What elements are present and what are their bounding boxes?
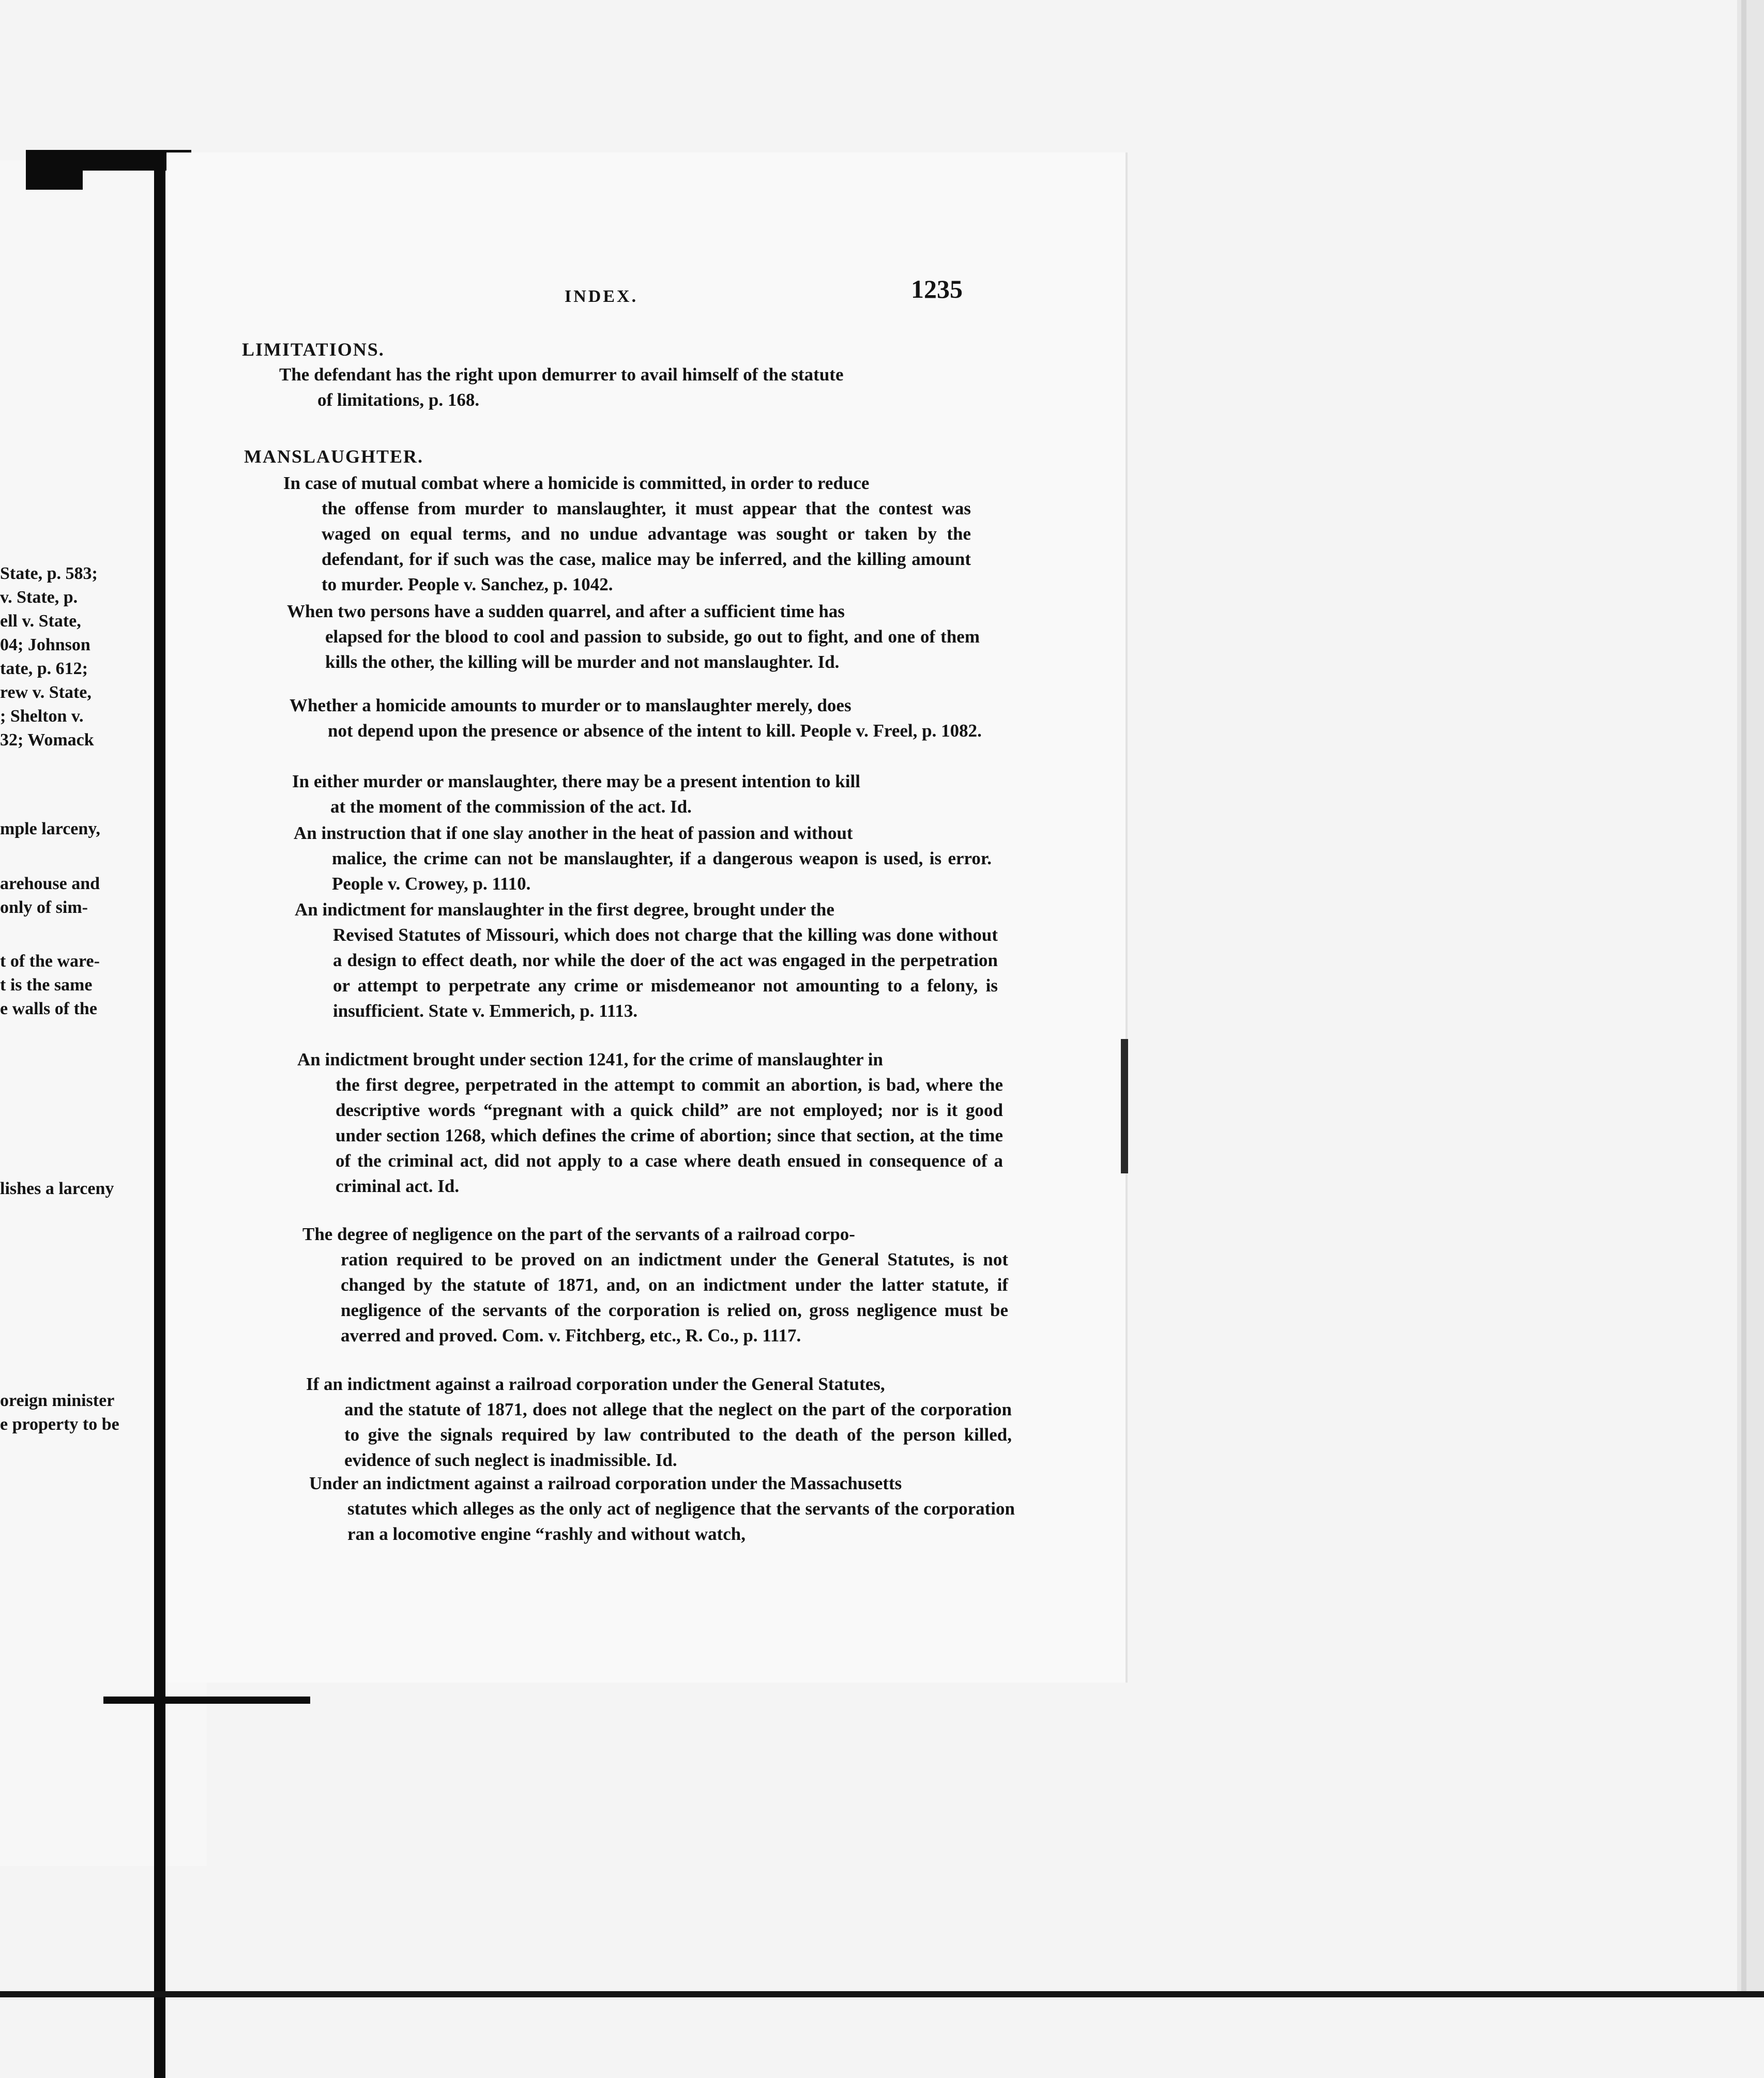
- left-page-line: t of the ware-: [0, 952, 100, 971]
- index-entry: [302, 1221, 1008, 1348]
- left-page-line: e walls of the: [0, 999, 97, 1018]
- entry-first-line: In either murder or manslaughter, there may be a present intention to kill: [292, 771, 860, 791]
- left-page-line: t is the same: [0, 975, 93, 995]
- index-entry: [306, 1371, 1012, 1473]
- gutter-shadow: [26, 166, 83, 190]
- entry-continuation: at the moment of the commission of the act. Id.: [330, 797, 692, 817]
- left-page-line: only of sim-: [0, 898, 88, 917]
- entry-first-line: An indictment brought under section 1241, for the crime of manslaughter in: [297, 1049, 883, 1069]
- left-page-line: arehouse and: [0, 874, 100, 893]
- entry-first-line: When two persons have a sudden quarrel, and after a sufficient time has: [287, 601, 845, 621]
- entry-first-line: The defendant has the right upon demurrer to avail himself of the statute: [279, 364, 844, 385]
- scan-bottom-border: [0, 1991, 1764, 1997]
- entry-continuation: malice, the crime can not be manslaughter, if a dangerous weapon is used, is error. People v. Crowey, p. 1110.: [332, 848, 992, 894]
- index-entry: [292, 769, 987, 819]
- page-edge-mark: [1121, 1039, 1128, 1173]
- entry-continuation: of limitations, p. 168.: [317, 390, 480, 410]
- entry-continuation: elapsed for the blood to cool and passion to subside, go out to fight, and one of them kills the other, the killing will be murder and not manslaughter. Id.: [325, 627, 980, 672]
- index-entry: [294, 820, 992, 896]
- gutter-shadow: [103, 1697, 310, 1704]
- left-page-line: rew v. State,: [0, 683, 92, 702]
- entry-continuation: and the statute of 1871, does not allege that the neglect on the part of the corporation to give the signals required by law contributed to the death of the person killed, evidence of such neglect is inadmissible. Id.: [344, 1399, 1012, 1470]
- section-heading: MANSLAUGHTER.: [244, 446, 424, 467]
- entry-continuation: not depend upon the presence or absence of the intent to kill. People v. Freel, p. 1082.: [328, 721, 982, 741]
- book-spine-shadow: [154, 155, 165, 2078]
- left-page-line: ell v. State,: [0, 612, 81, 631]
- entry-continuation: ration required to be proved on an indictment under the General Statutes, is not changed by the statute of 1871, and, on an indictment under the latter statute, if negligence of the servants of the corporation is relied on, gross negligence must be averred and proved. Com. v. Fitchberg, etc., R. Co., p. 1117.: [341, 1249, 1008, 1346]
- left-page-line: oreign minister: [0, 1391, 115, 1410]
- entry-continuation: statutes which alleges as the only act of negligence that the servants of the corporation ran a locomotive engine “rashly and without watch,: [347, 1499, 1015, 1544]
- page-number: 1235: [911, 274, 963, 303]
- entry-first-line: An instruction that if one slay another in the heat of passion and without: [294, 823, 853, 843]
- entry-first-line: Under an indictment against a railroad corporation under the Massachusetts: [309, 1473, 902, 1493]
- index-entry: [290, 693, 982, 743]
- entry-first-line: Whether a homicide amounts to murder or to manslaughter merely, does: [290, 695, 851, 715]
- index-entry: [309, 1471, 1015, 1547]
- left-page-line: ; Shelton v.: [0, 707, 84, 726]
- entry-continuation: the first degree, perpetrated in the attempt to commit an abortion, is bad, where the descriptive words “pregnant with a quick child” are not employed; nor is it good under section 1268, which defines the crime of abortion; since that section, at the time of the criminal act, did not apply to a case where death ensued in consequence of a criminal act. Id.: [336, 1075, 1003, 1196]
- section-heading: LIMITATIONS.: [242, 339, 385, 360]
- entry-first-line: If an indictment against a railroad corporation under the General Statutes,: [306, 1374, 885, 1394]
- index-entry: [287, 599, 980, 675]
- entry-continuation: Revised Statutes of Missouri, which does not charge that the killing was done without a design to effect death, nor while the doer of the act was engaged in the perpetration or attempt to perpetrate any crime or misdemeanor not amounting to a felony, is insufficient. State v. Emmerich, p. 1113.: [333, 925, 998, 1021]
- entry-first-line: The degree of negligence on the part of the servants of a railroad corpo-: [302, 1224, 855, 1244]
- left-page-line: v. State, p.: [0, 588, 78, 607]
- scan-edge: [1741, 0, 1746, 1997]
- left-page-line: lishes a larceny: [0, 1179, 114, 1198]
- index-entry: [295, 897, 998, 1023]
- index-entry: [297, 1047, 1003, 1199]
- entry-continuation: the offense from murder to manslaughter, it must appear that the contest was waged on equal terms, and no undue advantage was sought or taken by the defendant, for if such was the case, malice may be inferred, and the killing amount to murder. People v. Sanchez, p. 1042.: [322, 498, 971, 594]
- running-head: INDEX.: [565, 287, 638, 306]
- left-page-line: mple larceny,: [0, 819, 100, 838]
- index-entry: [283, 470, 971, 597]
- index-entry: [279, 362, 967, 412]
- left-page-line: tate, p. 612;: [0, 659, 88, 678]
- left-page-line: 04; Johnson: [0, 635, 90, 654]
- left-page-line: 32; Womack: [0, 730, 94, 750]
- left-page-line: e property to be: [0, 1415, 119, 1434]
- left-page-line: State, p. 583;: [0, 564, 98, 583]
- entry-first-line: In case of mutual combat where a homicide is committed, in order to reduce: [283, 473, 870, 493]
- entry-first-line: An indictment for manslaughter in the first degree, brought under the: [295, 899, 834, 920]
